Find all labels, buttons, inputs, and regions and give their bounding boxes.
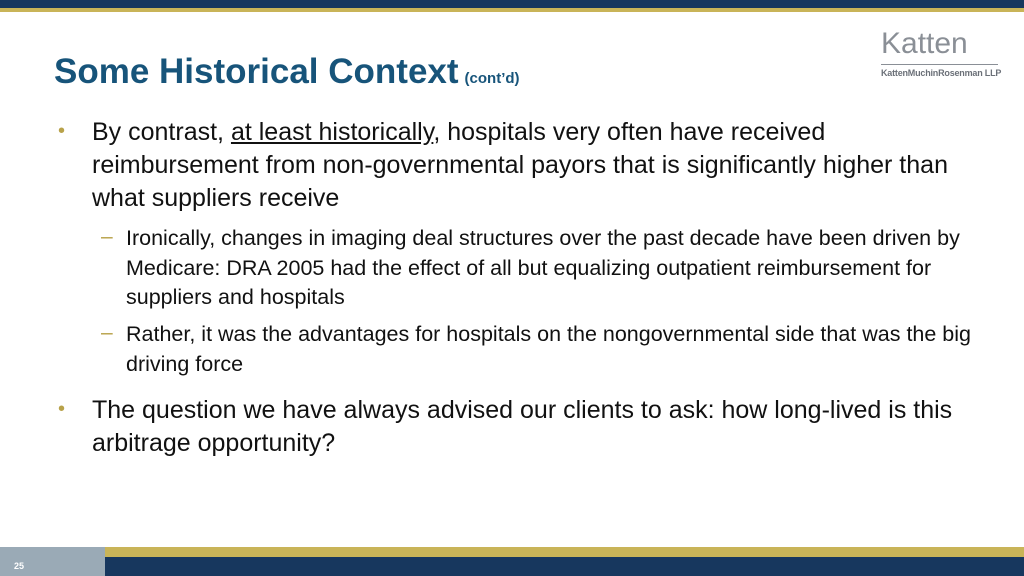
logo-divider — [881, 64, 998, 65]
slide-title — [54, 52, 520, 92]
slide-title-suffix: (cont’d) — [464, 70, 520, 87]
top-gold-stripe — [0, 8, 1024, 12]
bullet-underlined-text: at least historically — [230, 118, 434, 146]
sub-bullet-dash-icon: – — [101, 321, 113, 344]
sub-bullet-dash-icon: – — [101, 225, 113, 248]
bottom-gold-stripe — [0, 547, 1024, 557]
bullet-text-end: , hospitals very often have received reimbursement from non-governmental payors that is significantly higher than what suppliers receive — [92, 118, 948, 212]
bullet-item: The question we have always advised our clients to ask: how long-lived is this arbitrage opportunity? — [92, 396, 953, 457]
bullet-item — [92, 116, 992, 215]
firm-logo — [881, 27, 1002, 78]
logo-wordmark: Katten — [881, 27, 968, 60]
sub-bullet-item: Ironically, changes in imaging deal structures over the past decade have been driven by Medicare: DRA 2005 had the effect of all but equalizing outpatient reimbursement for suppliers and hospitals — [126, 226, 960, 309]
sub-bullet-item: Rather, it was the advantages for hospitals on the nongovernmental side that was the big driving force — [126, 322, 971, 376]
bullet-dot-icon: • — [58, 398, 66, 420]
bottom-navy-stripe — [0, 557, 1024, 576]
slide-title-main: Some Historical Context — [54, 52, 459, 91]
top-navy-stripe — [0, 0, 1024, 8]
bullet-text-start: By contrast, — [92, 118, 231, 146]
page-number: 25 — [14, 561, 25, 571]
logo-firm-name: KattenMuchinRosenman LLP — [881, 68, 1002, 78]
bullet-dot-icon: • — [58, 120, 66, 142]
